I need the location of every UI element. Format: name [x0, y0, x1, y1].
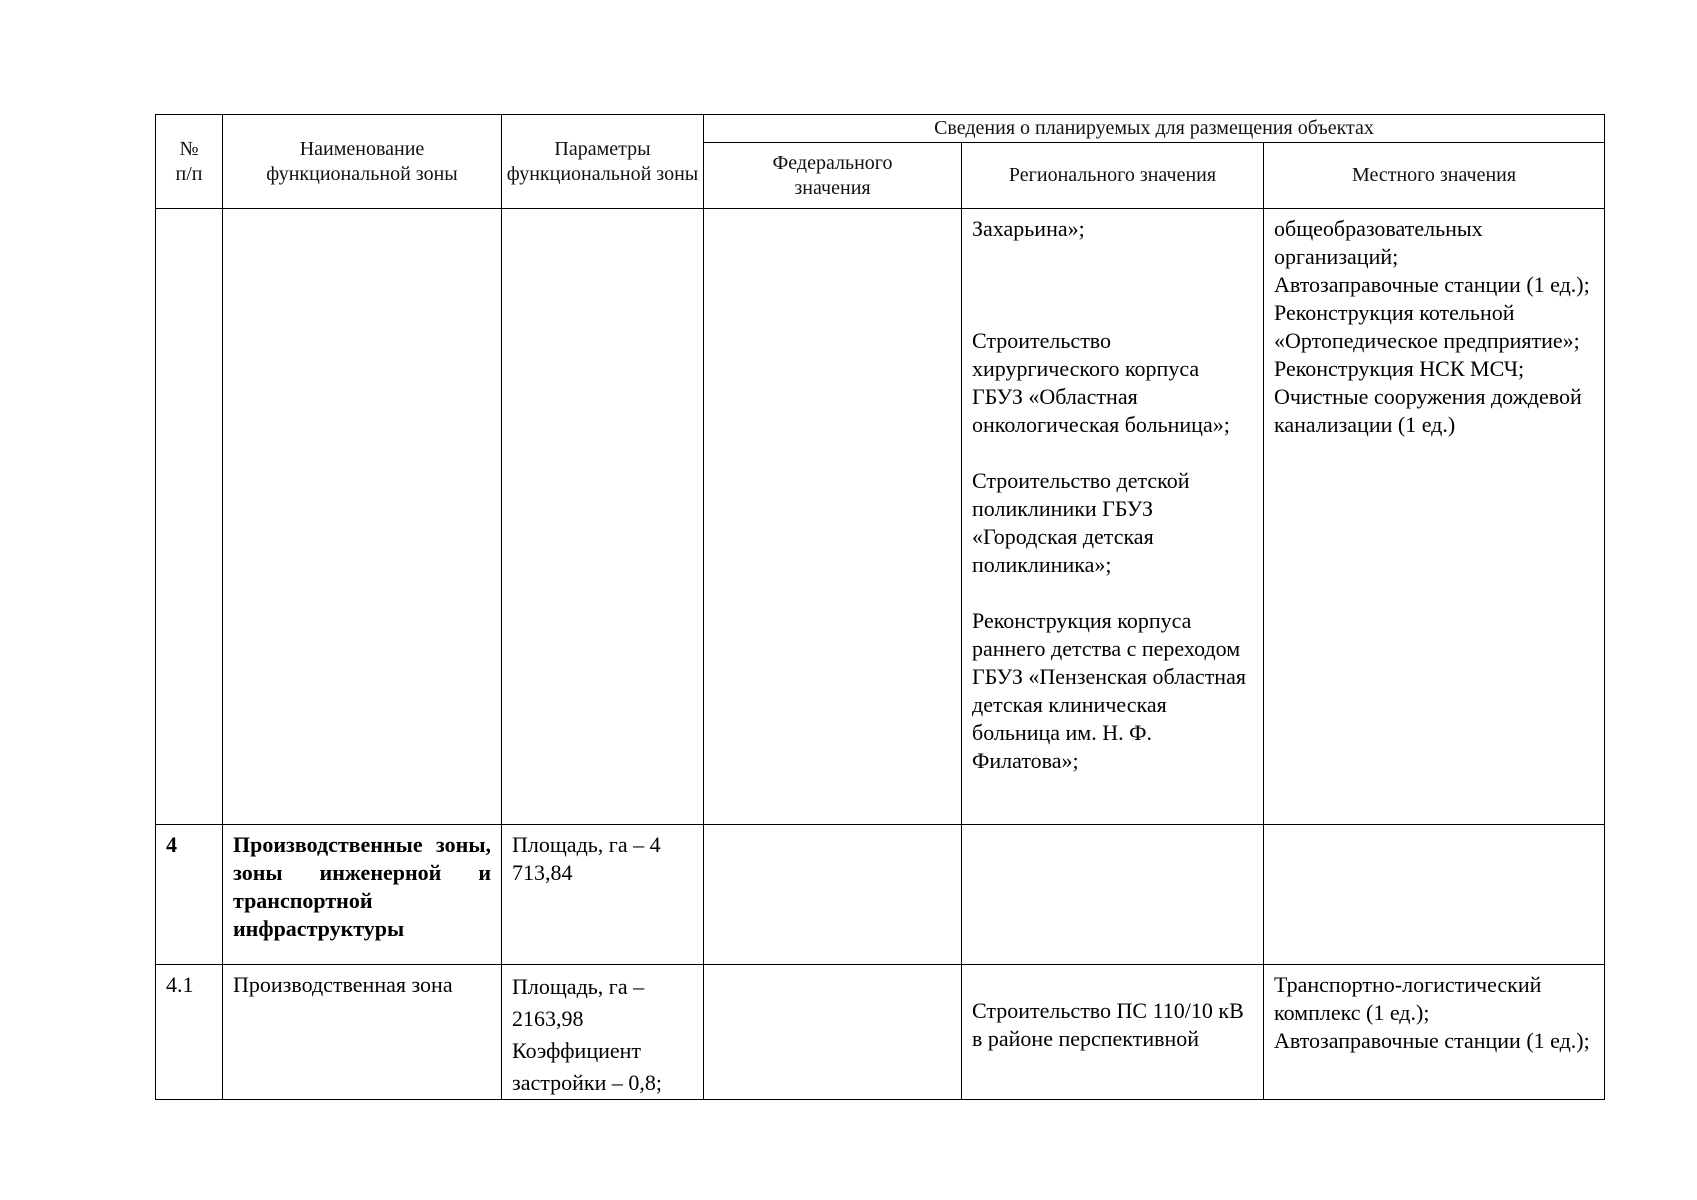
spacer	[972, 579, 1253, 607]
table-row	[156, 209, 1605, 825]
header-federal	[704, 143, 962, 209]
spacer	[972, 243, 1253, 327]
local-item: Очистные сооружения дождевой канализации (1 ед.)	[1274, 384, 1582, 437]
cell-federal	[704, 965, 962, 1100]
cell-name	[223, 209, 502, 825]
header-params-text: Параметры функциональной зоны	[506, 137, 699, 185]
local-item: Реконструкция котельной «Ортопедическое предприятие»; Реконструкция НСК МСЧ;	[1274, 300, 1580, 381]
params-item: Коэффициент застройки – 0,8;	[512, 1038, 662, 1095]
header-group	[704, 115, 1605, 143]
cell-params-text: Площадь, га – 4 713,84	[512, 832, 661, 885]
cell-num-text: 4	[166, 832, 177, 857]
cell-name	[223, 825, 502, 965]
cell-params	[502, 209, 704, 825]
local-item: общеобразовательных организаций;	[1274, 216, 1483, 269]
table-row	[156, 825, 1605, 965]
cell-name	[223, 965, 502, 1100]
cell-num	[156, 825, 223, 965]
cell-federal	[704, 825, 962, 965]
cell-num-text: 4.1	[166, 972, 194, 997]
header-name	[223, 115, 502, 209]
table-row	[156, 965, 1605, 1100]
cell-params	[502, 825, 704, 965]
header-regional-text: Регионального значения	[1008, 164, 1217, 186]
cell-regional	[962, 209, 1264, 825]
cell-federal	[704, 209, 962, 825]
header-regional	[962, 143, 1264, 209]
header-federal-text: Федерального значения	[772, 151, 893, 199]
cell-name-text: Производственные зоны, зоны инженерной и транспортной инфраструктуры	[233, 832, 491, 941]
params-item: Площадь, га – 2163,98	[512, 974, 645, 1031]
cell-num	[156, 209, 223, 825]
regional-item: Строительство детской поликлиники ГБУЗ «Городская детская поликлиника»;	[972, 468, 1190, 577]
spacer	[972, 439, 1253, 467]
regional-item: Реконструкция корпуса раннего детства с переходом ГБУЗ «Пензенская областная детская клиническая больница им. Н. Ф. Филатова»;	[972, 608, 1246, 773]
cell-regional	[962, 825, 1264, 965]
cell-name-text: Производственная зона	[233, 972, 453, 997]
cell-local	[1264, 209, 1605, 825]
cell-regional	[962, 965, 1264, 1100]
header-group-text: Сведения о планируемых для размещения объектах	[934, 117, 1374, 139]
regional-item: Строительство хирургического корпуса ГБУЗ «Областная онкологическая больница»;	[972, 328, 1230, 437]
cell-num	[156, 965, 223, 1100]
local-item: Автозаправочные станции (1 ед.);	[1274, 272, 1590, 297]
cell-local	[1264, 965, 1605, 1100]
spacer	[972, 971, 1253, 997]
local-item: Транспортно-логистический комплекс (1 ед.);	[1274, 972, 1542, 1025]
cell-local	[1264, 825, 1605, 965]
header-name-text: Наименование функциональной зоны	[266, 137, 458, 185]
header-local	[1264, 143, 1605, 209]
regional-item: Захарьина»;	[972, 216, 1085, 241]
header-local-text: Местного значения	[1351, 164, 1517, 186]
header-params	[502, 115, 704, 209]
planning-table	[155, 114, 1605, 1100]
local-item: Автозаправочные станции (1 ед.);	[1274, 1028, 1590, 1053]
regional-item: Строительство ПС 110/10 кВ в районе перспективной	[972, 998, 1255, 1051]
header-num	[156, 115, 223, 209]
header-num-text: № п/п	[175, 137, 203, 185]
cell-params	[502, 965, 704, 1100]
